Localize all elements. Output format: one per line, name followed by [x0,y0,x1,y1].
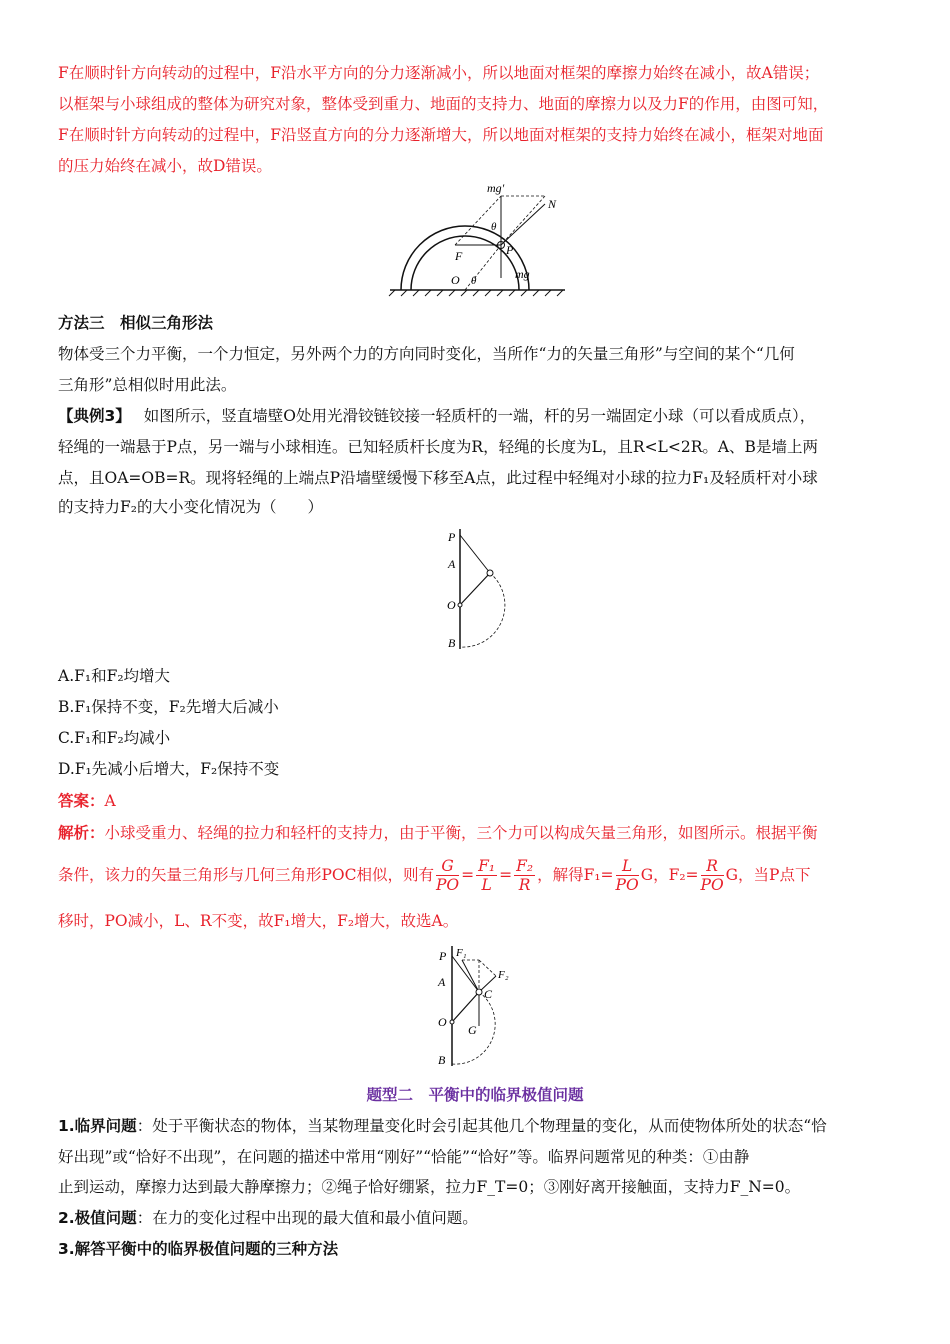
svg-text:N: N [548,197,557,211]
example3-line-3: 点，且OA=OB=R。现将轻绳的上端点P沿墙壁缓慢下移至A点，此过程中轻绳对小球的拉力F₁及轻质杆对小球 [58,469,818,487]
svg-text:G: G [468,1023,477,1037]
item1-line-1: 1.临界问题：处于平衡状态的物体，当某物理量变化时会引起其他几个物理量的变化，从而使物体所处的状态“恰 [58,1117,827,1135]
svg-text:B: B [448,636,456,650]
option-c: C.F₁和F₂均减小 [58,729,171,747]
svg-text:O: O [447,598,456,612]
item2-label: 2.极值问题 [58,1209,137,1227]
item1-label: 1.临界问题 [58,1117,137,1135]
svg-text:C: C [484,987,493,1001]
method3-desc-1: 物体受三个力平衡，一个力恒定，另外两个力的方向同时变化，当所作“力的矢量三角形”与空间的某个“几何 [58,345,795,363]
figure-wall-rod [440,525,520,653]
example3-line-4: 的支持力F₂的大小变化情况为（ ） [58,498,323,516]
svg-text:P: P [439,949,447,963]
svg-text:F₁: F₁ [456,947,467,959]
svg-text:O: O [438,1015,447,1029]
svg-text:B: B [438,1053,446,1067]
option-b: B.F₁保持不变，F₂先增大后减小 [58,698,279,716]
svg-text:mg: mg [515,267,530,281]
svg-text:P: P [448,530,456,544]
svg-text:mg′: mg′ [487,181,505,195]
svg-text:F₂: F₂ [498,969,509,981]
method3-title: 方法三 相似三角形法 [58,314,214,332]
svg-text:θ: θ [491,221,497,233]
example3-line-1: 【典例3】 如图所示，竖直墙壁O处用光滑铰链铰接一轻质杆的一端，杆的另一端固定小球（可以看成质点）， [58,407,816,425]
fraction-f1-l: $\frac{\text{F₁}}{L}$ [478,856,496,894]
svg-text:F: F [455,249,463,263]
item3-label: 3.解答平衡中的临界极值问题的三种方法 [58,1240,339,1258]
fraction-l-po: $\frac{L}{PO}$ [615,856,639,894]
option-d: D.F₁先减小后增大，F₂保持不变 [58,760,280,778]
analysis-label: 解析： [58,824,105,842]
svg-text:O: O [451,273,460,287]
example3-label: 【典例3】 [58,407,131,425]
svg-text:A: A [448,557,456,571]
answer-label: 答案： [58,792,105,810]
analysis-line-1: F在顺时针方向转动的过程中，F沿水平方向的分力逐渐减小，所以地面对框架的摩擦力始终在减小，故A错误； [58,64,820,82]
svg-text:P: P [506,243,514,257]
option-a: A.F₁和F₂均增大 [58,667,171,685]
svg-text:A: A [438,975,446,989]
analysis-line-2: 以框架与小球组成的整体为研究对象，整体受到重力、地面的支持力、地面的摩擦力以及力F的作用，由图可知， [58,95,829,113]
fraction-g-po: $\frac{G}{PO}$ [436,856,460,894]
fraction-f2-r: $\frac{\text{F₂}}{R}$ [516,856,534,894]
figure-semicircle-frame [385,180,575,298]
analysis-solution-line-3: 移时，PO减小，L、R不变，故F₁增大，F₂增大，故选A。 [58,912,459,930]
analysis-line-4: 的压力始终在减小，故D错误。 [58,157,272,175]
answer-value: A [104,792,116,810]
answer-line [58,790,898,812]
analysis-line-3: F在顺时针方向转动的过程中，F沿竖直方向的分力逐渐增大，所以地面对框架的支持力始终在减小，框架对地面 [58,126,824,144]
item1-line-2: 好出现”或“恰好不出现”，在问题的描述中常用“刚好”“恰能”“恰好”等。临界问题常见的种类：①由静 [58,1148,750,1166]
example3-line-2: 轻绳的一端悬于P点，另一端与小球相连。已知轻质杆长度为R，轻绳的长度为L，且R<L<2R。A、B是墙上两 [58,438,818,456]
section-title: 题型二 平衡中的临界极值问题 [366,1086,584,1104]
fraction-r-po: $\frac{R}{PO}$ [700,856,724,894]
analysis-equation-line: 条件，该力的矢量三角形与几何三角形POC相似，则有 $\frac{G}{PO}$ = $\frac{\text{F₁}}{L}$ = $\frac{\text{F₂}}{R}$ ，解得F₁= $\frac{L}{PO}$ G，F₂= $\frac{R}{PO}$ G，当P点下 [58,856,811,894]
item2-line: 2.极值问题：在力的变化过程中出现的最大值和最小值问题。 [58,1209,478,1227]
svg-text:θ: θ [471,275,477,287]
item1-line-3: 止到运动，摩擦力达到最大静摩擦力；②绳子恰好绷紧，拉力F_T=0；③刚好离开接触面，支持力F_N=0。 [58,1178,801,1196]
analysis-solution-line-1: 解析：小球受重力、轻绳的拉力和轻杆的支持力，由于平衡，三个力可以构成矢量三角形，如图所示。根据平衡 [58,824,818,842]
figure-force-triangle [432,942,522,1070]
method3-desc-2: 三角形”总相似时用此法。 [58,376,237,394]
